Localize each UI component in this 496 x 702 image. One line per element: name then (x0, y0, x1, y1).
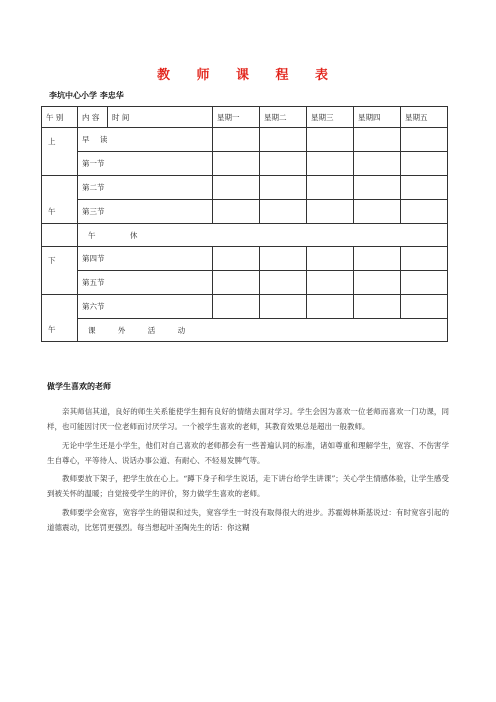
article-paragraph: 无论中学生还是小学生，他们对自己喜欢的老师都会有一些普遍认同的标准，诸如尊重和理解学生，宽容、不伤害学生自尊心，平等待人、说话办事公道、有耐心、不轻易发脾气等。 (47, 440, 449, 465)
table-row (42, 176, 448, 200)
morning-label-bottom: 午 (42, 176, 78, 224)
article-paragraph: 亲其师信其道，良好的师生关系能使学生拥有良好的情绪去面对学习。学生会因为喜欢一位老师而喜欢一门功课，同样，也可能因讨厌一位老师而讨厌学习。一个被学生喜欢的老师，其教育效果总是超出一般教师。 (47, 407, 449, 432)
afternoon-label-bottom: 午 (42, 295, 78, 342)
header-day: 星期三 (307, 107, 354, 128)
schedule-cell[interactable] (213, 295, 260, 319)
schedule-cell[interactable] (260, 247, 307, 271)
schedule-cell[interactable] (260, 152, 307, 176)
course-schedule-table (41, 106, 448, 342)
table-row (42, 152, 448, 176)
schedule-cell[interactable] (401, 128, 448, 152)
schedule-cell[interactable] (260, 295, 307, 319)
table-row (42, 247, 448, 271)
schedule-cell[interactable] (401, 247, 448, 271)
table-row (42, 200, 448, 224)
period-label: 第五节 (78, 271, 213, 295)
schedule-cell[interactable] (401, 200, 448, 224)
header-day: 星期五 (401, 107, 448, 128)
activity-label: 课 外 活 动 (78, 319, 448, 342)
header-term: 午 别 (42, 107, 78, 128)
schedule-cell[interactable] (401, 295, 448, 319)
schedule-cell[interactable] (307, 200, 354, 224)
article-body (47, 404, 449, 538)
table-row (42, 295, 448, 319)
table-row (42, 271, 448, 295)
header-day: 星期四 (354, 107, 401, 128)
header-day: 星期二 (260, 107, 307, 128)
schedule-cell[interactable] (401, 271, 448, 295)
schedule-cell[interactable] (307, 247, 354, 271)
period-label: 第二节 (78, 176, 213, 200)
schedule-cell[interactable] (354, 295, 401, 319)
schedule-cell[interactable] (401, 152, 448, 176)
schedule-cell[interactable] (213, 176, 260, 200)
schedule-cell[interactable] (260, 128, 307, 152)
schedule-cell[interactable] (213, 247, 260, 271)
table-header-row (42, 107, 448, 128)
schedule-cell[interactable] (307, 152, 354, 176)
header-day: 星期一 (213, 107, 260, 128)
table-row (42, 319, 448, 342)
schedule-cell[interactable] (307, 176, 354, 200)
period-label: 第四节 (78, 247, 213, 271)
schedule-cell[interactable] (307, 128, 354, 152)
table-row (42, 128, 448, 152)
article-paragraph: 教师要学会宽容，宽容学生的错误和过失，宽容学生一时没有取得很大的进步。苏霍姆林斯基说过：有时宽容引起的道德震动，比惩罚更强烈。每当想起叶圣陶先生的话：你这糊 (47, 507, 449, 533)
header-time: 时 间 (108, 107, 213, 128)
schedule-cell[interactable] (354, 271, 401, 295)
schedule-cell[interactable] (354, 247, 401, 271)
period-label: 第三节 (78, 200, 213, 224)
period-label: 早 读 (78, 128, 213, 152)
morning-label-top: 上 (42, 128, 78, 176)
empty-term-cell (42, 224, 78, 247)
article-heading: 做学生喜欢的老师 (47, 381, 111, 391)
schedule-cell[interactable] (354, 128, 401, 152)
lunch-break-label: 午 休 (78, 224, 448, 247)
schedule-cell[interactable] (401, 176, 448, 200)
schedule-cell[interactable] (260, 200, 307, 224)
schedule-cell[interactable] (354, 152, 401, 176)
schedule-cell[interactable] (260, 271, 307, 295)
table-row (42, 224, 448, 247)
header-content: 内 容 (78, 107, 108, 128)
schedule-cell[interactable] (213, 271, 260, 295)
article-paragraph: 教师要放下架子，把学生放在心上。“蹲下身子和学生说话，走下讲台给学生讲课”；关心学生情感体验，让学生感受到被关怀的温暖；自觉接受学生的评价，努力做学生喜欢的老师。 (47, 474, 449, 499)
schedule-cell[interactable] (307, 271, 354, 295)
schedule-cell[interactable] (213, 152, 260, 176)
page-title: 教 师 课 程 表 (156, 68, 340, 83)
schedule-cell[interactable] (213, 200, 260, 224)
schedule-cell[interactable] (354, 200, 401, 224)
schedule-cell[interactable] (307, 295, 354, 319)
school-teacher-label: 李坑中心小学 李忠华 (49, 90, 124, 100)
schedule-cell[interactable] (260, 176, 307, 200)
schedule-cell[interactable] (354, 176, 401, 200)
period-label: 第六节 (78, 295, 213, 319)
period-label: 第一节 (78, 152, 213, 176)
afternoon-label-top: 下 (42, 247, 78, 295)
schedule-cell[interactable] (213, 128, 260, 152)
